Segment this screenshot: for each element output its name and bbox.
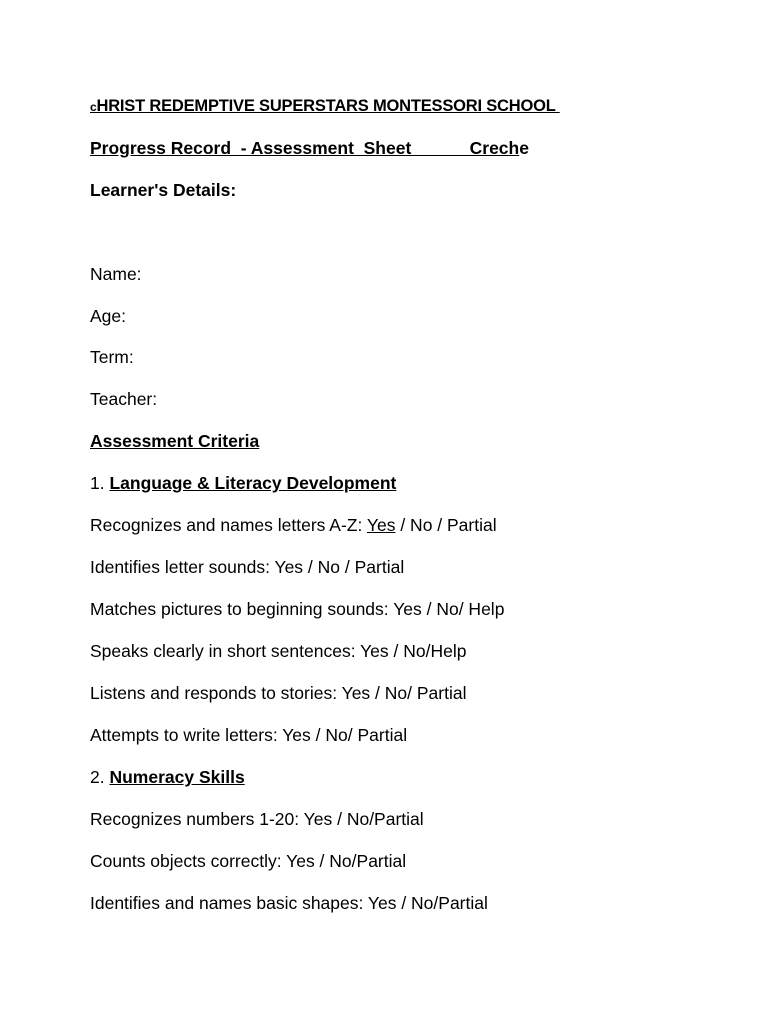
name-field-label: Name: bbox=[90, 264, 142, 284]
criteria-item-speaks-clearly: Speaks clearly in short sentences: Yes / No/Help bbox=[90, 641, 467, 661]
section-2-heading bbox=[90, 766, 245, 788]
term-field-label: Term: bbox=[90, 347, 134, 367]
criteria-item-letter-sounds: Identifies letter sounds: Yes / No / Partial bbox=[90, 557, 405, 577]
criteria-item-counts-objects: Counts objects correctly: Yes / No/Partial bbox=[90, 851, 407, 871]
section-1-title: Language & Literacy Development bbox=[109, 473, 397, 493]
school-name-text: HRIST REDEMPTIVE SUPERSTARS MONTESSORI SCHOOL bbox=[96, 97, 560, 115]
school-name-heading bbox=[90, 95, 560, 118]
criteria-item-letters-az-yes: Yes bbox=[366, 515, 396, 535]
criteria-item-listens-stories: Listens and responds to stories: Yes / No/ Partial bbox=[90, 683, 467, 703]
section-1-heading bbox=[90, 472, 396, 494]
criteria-item-numbers-1-20: Recognizes numbers 1-20: Yes / No/Partial bbox=[90, 809, 424, 829]
section-2-title: Numeracy Skills bbox=[109, 767, 245, 787]
criteria-item-letters-az-suffix: / No / Partial bbox=[395, 515, 497, 535]
criteria-item-write-letters: Attempts to write letters: Yes / No/ Partial bbox=[90, 725, 408, 745]
teacher-field-label: Teacher: bbox=[90, 389, 158, 409]
section-1-number: 1. bbox=[90, 473, 110, 493]
criteria-item-beginning-sounds: Matches pictures to beginning sounds: Yes / No/ Help bbox=[90, 599, 505, 619]
assessment-criteria-heading: Assessment Criteria bbox=[90, 431, 260, 451]
progress-record-title bbox=[90, 137, 529, 159]
criteria-item-basic-shapes: Identifies and names basic shapes: Yes / No/Partial bbox=[90, 893, 488, 913]
progress-record-title-tail: e bbox=[519, 138, 529, 158]
school-name-initial: c bbox=[90, 100, 97, 114]
progress-record-title-text: Progress Record - Assessment Sheet Crech bbox=[90, 138, 520, 158]
criteria-item-letters-az-prefix: Recognizes and names letters A-Z: bbox=[90, 515, 367, 535]
learner-details-heading: Learner's Details: bbox=[90, 180, 237, 200]
criteria-item-letters-az bbox=[90, 514, 497, 536]
age-field-label: Age: bbox=[90, 306, 126, 326]
section-2-number: 2. bbox=[90, 767, 110, 787]
